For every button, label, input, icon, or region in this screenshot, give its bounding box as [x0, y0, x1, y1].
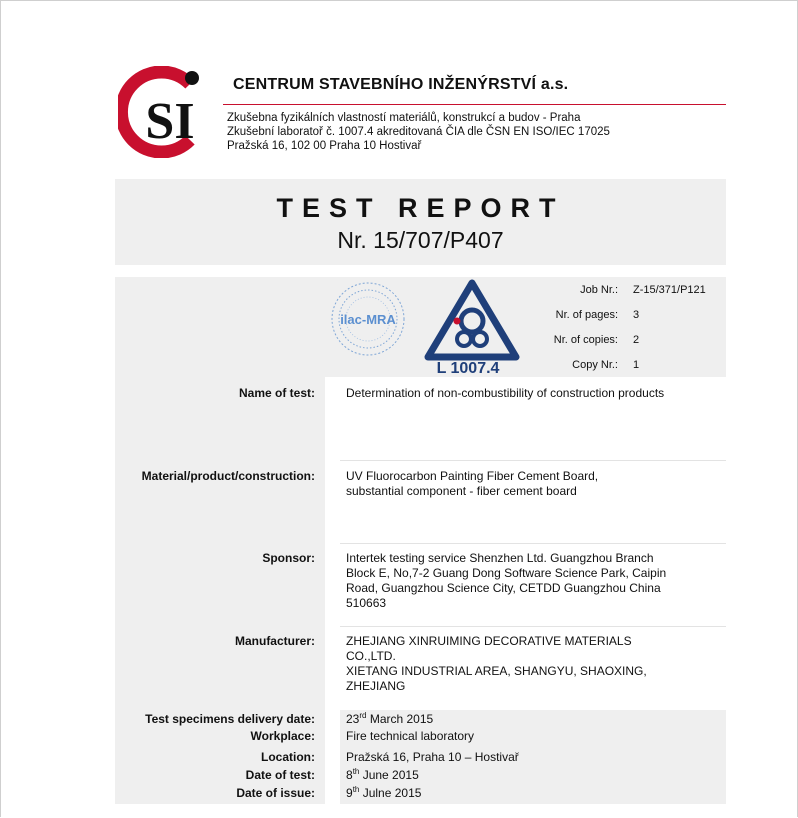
- material-line-1: UV Fluorocarbon Painting Fiber Cement Board,: [346, 469, 599, 483]
- ilac-text: ilac-MRA: [340, 312, 396, 327]
- report-number: Nr. 15/707/P407: [337, 227, 504, 253]
- manufacturer-label: Manufacturer:: [234, 634, 315, 648]
- workplace-value: Fire technical laboratory: [346, 729, 475, 743]
- location-value: Pražská 16, Praha 10 – Hostivař: [346, 750, 519, 764]
- name-of-test-label: Name of test:: [238, 386, 315, 400]
- ilac-mra-logo: [332, 283, 404, 355]
- org-line-2: Zkušební laboratoř č. 1007.4 akreditovaná ČIA dle ČSN EN ISO/IEC 17025: [227, 126, 610, 138]
- sponsor-line-1: Intertek testing service Shenzhen Ltd. Guangzhou Branch: [346, 551, 654, 565]
- copy-nr-label: Copy Nr.:: [572, 359, 618, 371]
- delivery-date-label: Test specimens delivery date:: [145, 712, 315, 726]
- sponsor-line-2: Block E, No,7-2 Guang Dong Software Science Park, Caipin: [346, 566, 667, 580]
- csi-logo: [118, 66, 210, 158]
- org-details: [227, 111, 610, 153]
- name-of-test-value: Determination of non-combustibility of construction products: [346, 386, 665, 400]
- accreditation-logos: [328, 279, 538, 375]
- copy-nr-value: 1: [633, 359, 640, 371]
- org-line-3: Pražská 16, 102 00 Praha 10 Hostivař: [227, 140, 422, 152]
- pages-value: 3: [633, 309, 640, 321]
- date-of-issue-label: Date of issue:: [236, 786, 315, 800]
- title-band: [115, 179, 726, 265]
- manufacturer-line-3: XIETANG INDUSTRIAL AREA, SHANGYU, SHAOXING,: [346, 664, 647, 678]
- sponsor-value: [346, 551, 726, 611]
- org-divider: [223, 104, 726, 105]
- sponsor-label: Sponsor:: [262, 551, 315, 565]
- manufacturer-line-4: ZHEJIANG: [346, 679, 406, 693]
- sponsor-line-3: Road, Guangzhou Science City, CETDD Guangzhou China: [346, 581, 661, 595]
- manufacturer-line-1: ZHEJIANG XINRUIMING DECORATIVE MATERIALS: [346, 634, 632, 648]
- location-label: Location:: [261, 750, 315, 764]
- pages-label: Nr. of pages:: [555, 309, 618, 321]
- org-name: CENTRUM STAVEBNÍHO INŽENÝRSTVÍ a.s.: [233, 76, 569, 93]
- material-label: Material/product/construction:: [141, 469, 315, 483]
- material-value: [346, 469, 726, 499]
- cia-logo: [428, 283, 516, 375]
- separator: [340, 626, 726, 627]
- separator: [340, 543, 726, 544]
- separator: [340, 460, 726, 461]
- date-of-issue-value: 9th Julne 2015: [346, 785, 422, 800]
- date-of-test-value: 8th June 2015: [346, 767, 419, 782]
- sponsor-line-4: 510663: [346, 596, 387, 610]
- material-line-2: substantial component - fiber cement board: [346, 484, 577, 498]
- copies-label: Nr. of copies:: [553, 334, 618, 346]
- org-line-1: Zkušebna fyzikálních vlastností materiálů, konstrukcí a budov - Praha: [227, 112, 581, 124]
- date-of-test-label: Date of test:: [245, 768, 315, 782]
- job-nr-value: Z-15/371/P121: [633, 284, 706, 296]
- cia-label: L 1007.4: [436, 360, 500, 375]
- delivery-date-value: 23rd March 2015: [346, 711, 434, 726]
- job-nr-label: Job Nr.:: [580, 284, 618, 296]
- manufacturer-value: [346, 634, 726, 694]
- copies-value: 2: [633, 334, 640, 346]
- manufacturer-line-2: CO.,LTD.: [346, 649, 396, 663]
- workplace-label: Workplace:: [250, 729, 315, 743]
- logo-text: SI: [145, 93, 195, 150]
- report-title: TEST REPORT: [276, 193, 565, 223]
